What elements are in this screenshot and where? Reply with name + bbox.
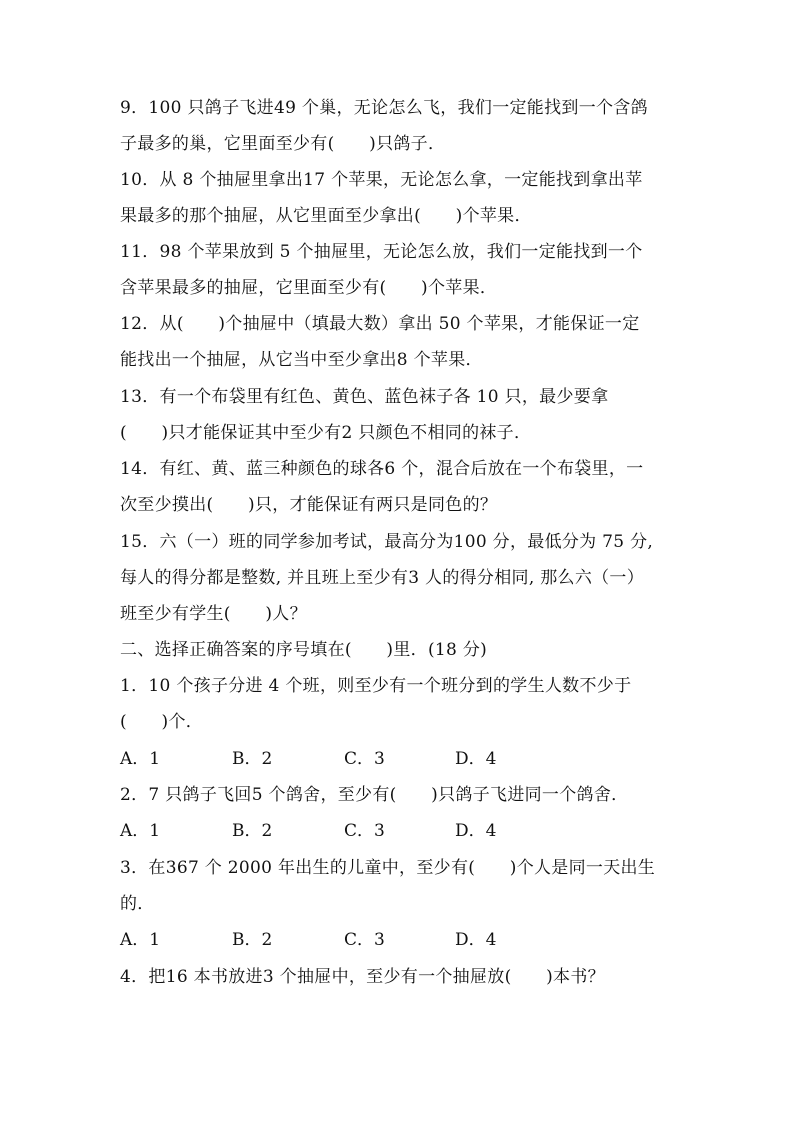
q10-line-2: 果最多的那个抽屉，从它里面至少拿出( )个苹果． bbox=[120, 206, 532, 226]
option-c: C．3 bbox=[344, 930, 385, 950]
option-d: D．4 bbox=[455, 749, 497, 769]
choice-q2-line-1: 2．7 只鸽子飞回5 个鸽舍，至少有( )只鸽子飞进同一个鸽舍． bbox=[120, 785, 629, 805]
choice-q3-line-1: 3．在367 个 2000 年出生的儿童中，至少有( )个人是同一天出生 bbox=[120, 858, 656, 878]
q14-line-1: 14．有红、黄、蓝三种颜色的球各6 个，混合后放在一个布袋里，一 bbox=[120, 459, 644, 479]
q11-line-1: 11．98 个苹果放到 5 个抽屉里，无论怎么放，我们一定能找到一个 bbox=[120, 242, 643, 262]
q12-line-2: 能找出一个抽屉，从它当中至少拿出8 个苹果． bbox=[120, 350, 483, 370]
choice-q3-line-2: 的． bbox=[120, 894, 155, 914]
q9-line-1: 9．100 只鸽子飞进49 个巢，无论怎么飞，我们一定能找到一个含鸽 bbox=[120, 98, 648, 118]
option-c: C．3 bbox=[344, 749, 385, 769]
q13-line-2: ( )只才能保证其中至少有2 只颜色不相同的袜子． bbox=[120, 423, 532, 443]
option-b: B．2 bbox=[232, 749, 273, 769]
q10-line-1: 10．从 8 个抽屉里拿出17 个苹果，无论怎么拿，一定能找到拿出苹 bbox=[120, 170, 643, 190]
option-a: A．1 bbox=[120, 749, 161, 769]
q11-line-2: 含苹果最多的抽屉，它里面至少有( )个苹果． bbox=[120, 278, 498, 298]
section-2-heading: 二、选择正确答案的序号填在( )里．(18 分) bbox=[120, 640, 488, 660]
option-b: B．2 bbox=[232, 821, 273, 841]
choice-q3-options bbox=[120, 928, 580, 952]
option-c: C．3 bbox=[344, 821, 385, 841]
q15-line-2: 每人的得分都是整数, 并且班上至少有3 人的得分相同, 那么六（一） bbox=[120, 568, 645, 588]
option-d: D．4 bbox=[455, 821, 497, 841]
q15-line-3: 班至少有学生( )人？ bbox=[120, 604, 307, 624]
q14-line-2: 次至少摸出( )只，才能保证有两只是同色的？ bbox=[120, 495, 498, 515]
option-b: B．2 bbox=[232, 930, 273, 950]
q13-line-1: 13．有一个布袋里有红色、黄色、蓝色袜子各 10 只，最少要拿 bbox=[120, 387, 609, 407]
option-d: D．4 bbox=[455, 930, 497, 950]
choice-q1-line-1: 1．10 个孩子分进 4 个班，则至少有一个班分到的学生人数不少于 bbox=[120, 676, 632, 696]
q12-line-1: 12．从( )个抽屉中（填最大数）拿出 50 个苹果，才能保证一定 bbox=[120, 314, 640, 334]
q15-line-1: 15．六（一）班的同学参加考试，最高分为100 分，最低分为 75 分, bbox=[120, 532, 654, 552]
choice-q1-line-2: ( )个． bbox=[120, 712, 204, 732]
q9-line-2: 子最多的巢，它里面至少有( )只鸽子． bbox=[120, 134, 446, 154]
option-a: A．1 bbox=[120, 821, 161, 841]
choice-q2-options bbox=[120, 819, 580, 843]
choice-q4-line-1: 4．把16 本书放进3 个抽屉中，至少有一个抽屉放( )本书？ bbox=[120, 967, 605, 987]
choice-q1-options bbox=[120, 747, 580, 771]
option-a: A．1 bbox=[120, 930, 161, 950]
